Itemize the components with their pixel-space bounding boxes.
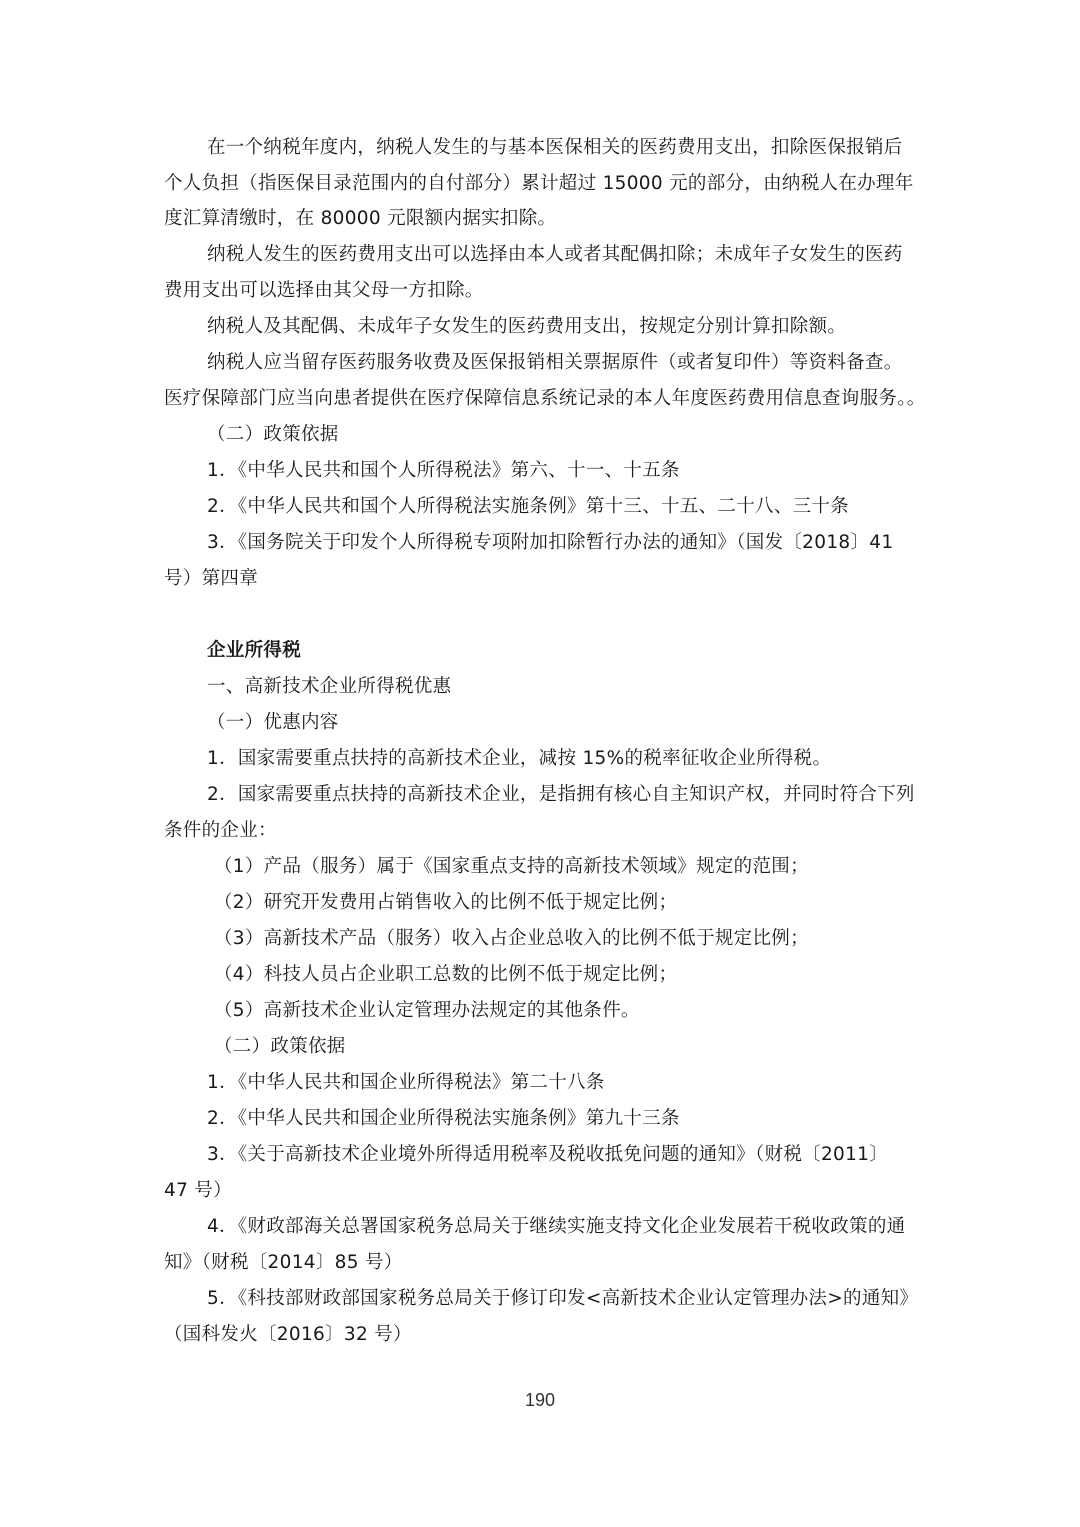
paragraph-line: 纳税人应当留存医药服务收费及医保报销相关票据原件（或者复印件）等资料备查。 [207,352,903,373]
section-heading: （一）优惠内容 [207,712,339,733]
list-item: （国科发火〔2016〕32 号） [164,1324,412,1345]
page-number: 190 [524,1390,556,1410]
paragraph-line: 度汇算清缴时，在 80000 元限额内据实扣除。 [164,208,557,229]
condition-item: （5）高新技术企业认定管理办法规定的其他条件。 [214,1000,640,1021]
condition-item: （1）产品（服务）属于《国家重点支持的高新技术领域》规定的范围； [214,856,809,877]
list-item: 47 号） [164,1180,232,1201]
subsection-heading: 一、高新技术企业所得税优惠 [207,676,452,697]
paragraph-line: 纳税人及其配偶、未成年子女发生的医药费用支出，按规定分别计算扣除额。 [207,316,847,337]
list-item: 4．《财政部海关总署国家税务总局关于继续实施支持文化企业发展若干税收政策的通 [207,1216,906,1237]
list-item: 号）第四章 [164,568,259,589]
list-item: 1．国家需要重点扶持的高新技术企业，减按 15%的税率征收企业所得税。 [207,748,832,769]
list-item: 3．《国务院关于印发个人所得税专项附加扣除暂行办法的通知》（国发〔2018〕41 [207,532,894,553]
section-heading: （二）政策依据 [214,1036,346,1057]
list-item: 5．《科技部财政部国家税务总局关于修订印发<高新技术企业认定管理办法>的通知》 [207,1288,919,1309]
list-item: 2．《中华人民共和国企业所得税法实施条例》第九十三条 [207,1108,680,1129]
list-item: 2．《中华人民共和国个人所得税法实施条例》第十三、十五、二十八、三十条 [207,496,850,517]
list-item: 1．《中华人民共和国个人所得税法》第六、十一、十五条 [207,460,680,481]
list-item: 1．《中华人民共和国企业所得税法》第二十八条 [207,1072,605,1093]
paragraph-line: 纳税人发生的医药费用支出可以选择由本人或者其配偶扣除；未成年子女发生的医药 [207,244,903,265]
list-item: 3．《关于高新技术企业境外所得适用税率及税收抵免问题的通知》（财税〔2011〕 [207,1144,889,1165]
list-item: 2．国家需要重点扶持的高新技术企业，是指拥有核心自主知识产权，并同时符合下列 [207,784,915,805]
condition-item: （2）研究开发费用占销售收入的比例不低于规定比例； [214,892,678,913]
section-heading: （二）政策依据 [207,424,339,445]
list-item: 知》（财税〔2014〕85 号） [164,1252,403,1273]
list-item: 条件的企业： [164,820,277,841]
paragraph-line: 个人负担（指医保目录范围内的自付部分）累计超过 15000 元的部分，由纳税人在办理年 [164,173,914,194]
condition-item: （3）高新技术产品（服务）收入占企业总收入的比例不低于规定比例； [214,928,809,949]
paragraph-line: 医疗保障部门应当向患者提供在医疗保障信息系统记录的本人年度医药费用信息查询服务。。 [164,388,926,409]
paragraph-line: 在一个纳税年度内，纳税人发生的与基本医保相关的医药费用支出，扣除医保报销后 [207,137,903,158]
paragraph-line: 费用支出可以选择由其父母一方扣除。 [164,280,484,301]
condition-item: （4）科技人员占企业职工总数的比例不低于规定比例； [214,964,678,985]
section-title: 企业所得税 [207,640,302,661]
